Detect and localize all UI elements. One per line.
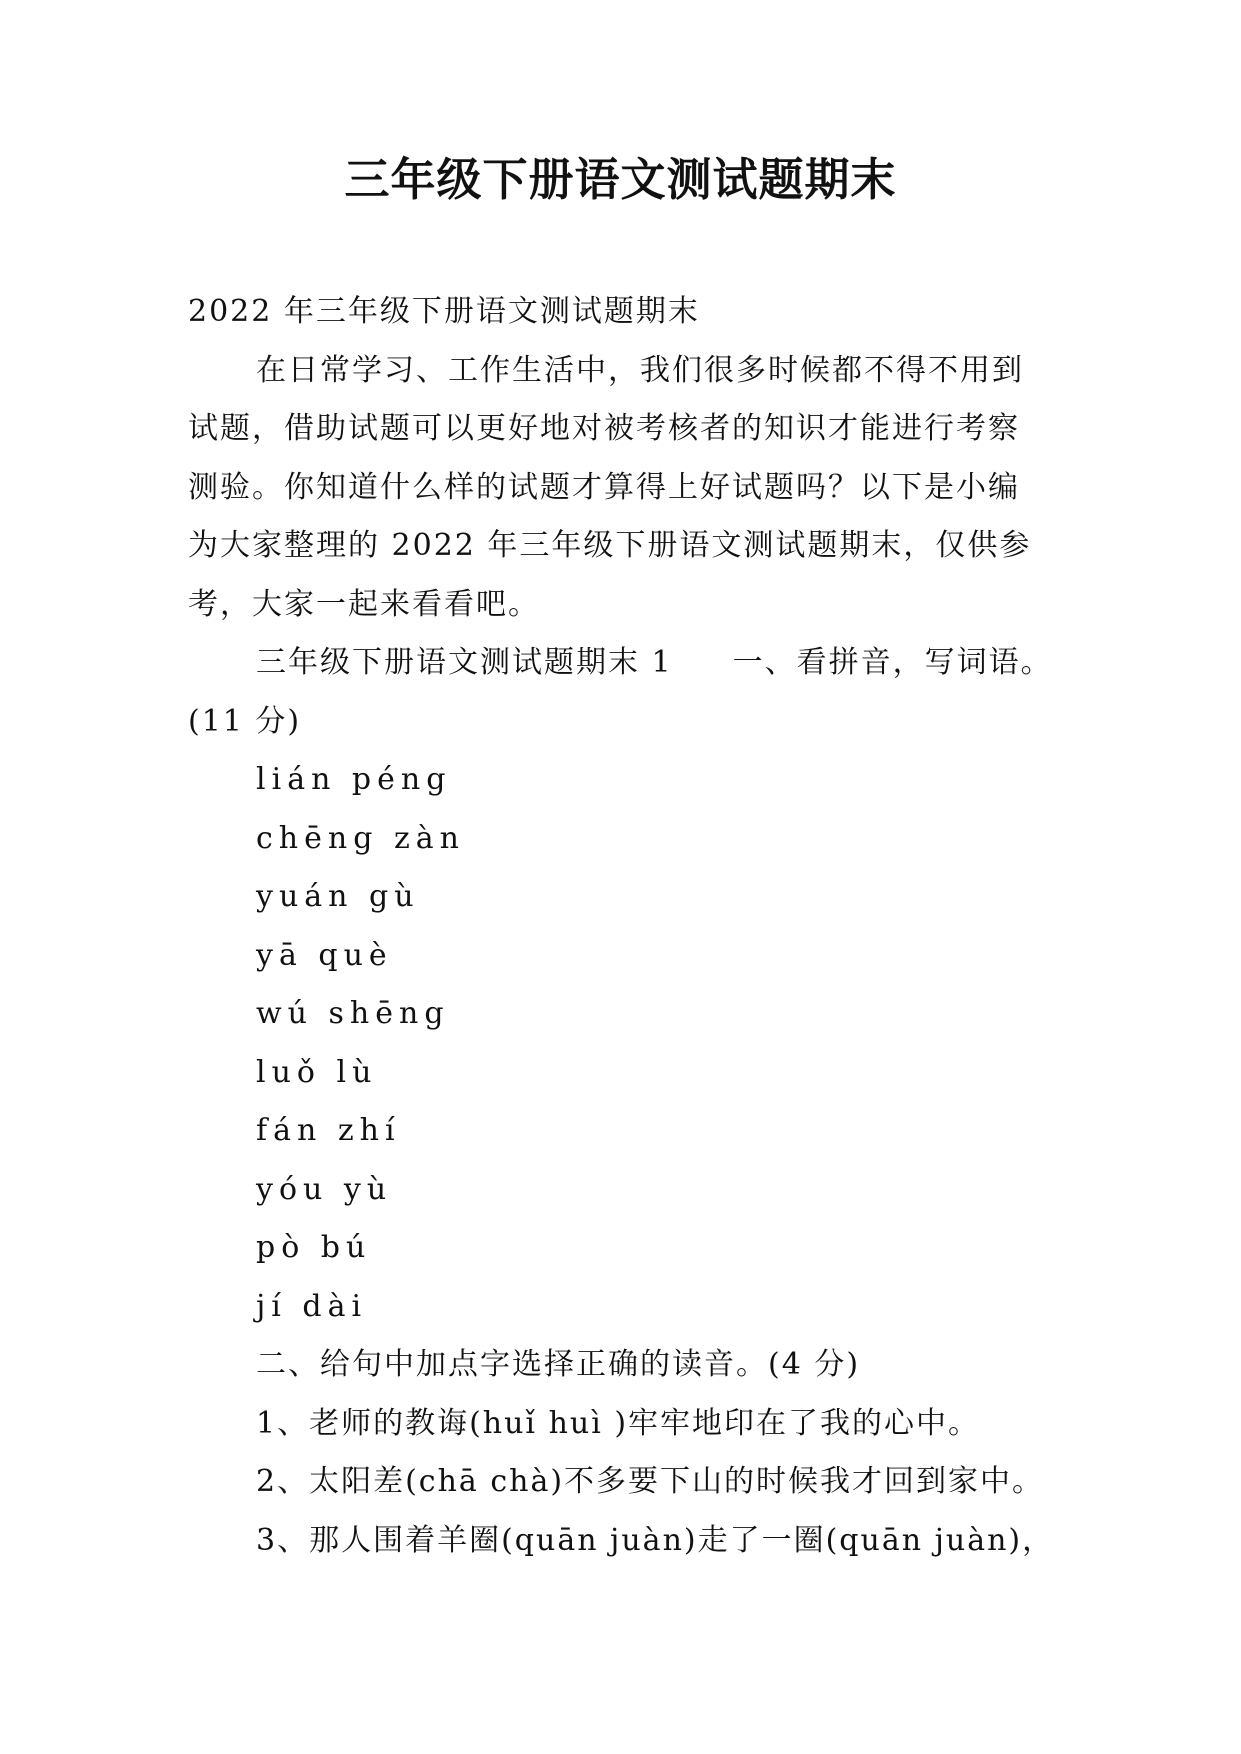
section1-question: 一、看拼音，写词语。 bbox=[732, 645, 1053, 680]
pinyin-item: pò bú bbox=[256, 1230, 372, 1265]
intro-line: 在日常学习、工作生活中，我们很多时候都不得不用到 bbox=[256, 352, 1024, 388]
pinyin-item: lián péng bbox=[256, 762, 452, 797]
pinyin-item: yóu yù bbox=[256, 1171, 393, 1207]
question-sentence: 2、太阳差(chā chà)不多要下山的时候我才回到家中。 bbox=[256, 1464, 1045, 1499]
intro-line: 为大家整理的 2022 年三年级下册语文测试题期末，仅供参 bbox=[188, 528, 1032, 563]
subtitle: 2022 年三年级下册语文测试题期末 bbox=[188, 294, 700, 329]
document-body bbox=[188, 283, 1068, 1570]
section2-heading: 二、给句中加点字选择正确的读音。(4 分) bbox=[256, 1347, 861, 1382]
section1-heading: 三年级下册语文测试题期末 1 bbox=[256, 645, 673, 680]
intro-line: 考，大家一起来看看吧。 bbox=[188, 586, 540, 622]
question-sentence: 3、那人围着羊圈(quān juàn)走了一圈(quān juàn)， bbox=[256, 1522, 1055, 1558]
section1-heading-line bbox=[188, 634, 1068, 693]
intro-line: 试题，借助试题可以更好地对被考核者的知识才能进行考察 bbox=[188, 411, 1020, 446]
pinyin-item: wú shēng bbox=[256, 996, 450, 1031]
pinyin-item: yā què bbox=[256, 937, 393, 973]
pinyin-item: jí dài bbox=[256, 1288, 368, 1324]
pinyin-item: luǒ lù bbox=[256, 1054, 378, 1090]
pinyin-item: chēng zàn bbox=[256, 820, 465, 856]
intro-line: 测验。你知道什么样的试题才算得上好试题吗？以下是小编 bbox=[188, 469, 1020, 505]
pinyin-item: yuán gù bbox=[256, 879, 420, 914]
question-sentence: 1、老师的教诲(huǐ huì )牢牢地印在了我的心中。 bbox=[256, 1405, 981, 1441]
page-title: 三年级下册语文测试题期末 bbox=[344, 153, 897, 206]
section1-score: (11 分) bbox=[188, 703, 302, 739]
pinyin-item: fán zhí bbox=[256, 1113, 401, 1148]
